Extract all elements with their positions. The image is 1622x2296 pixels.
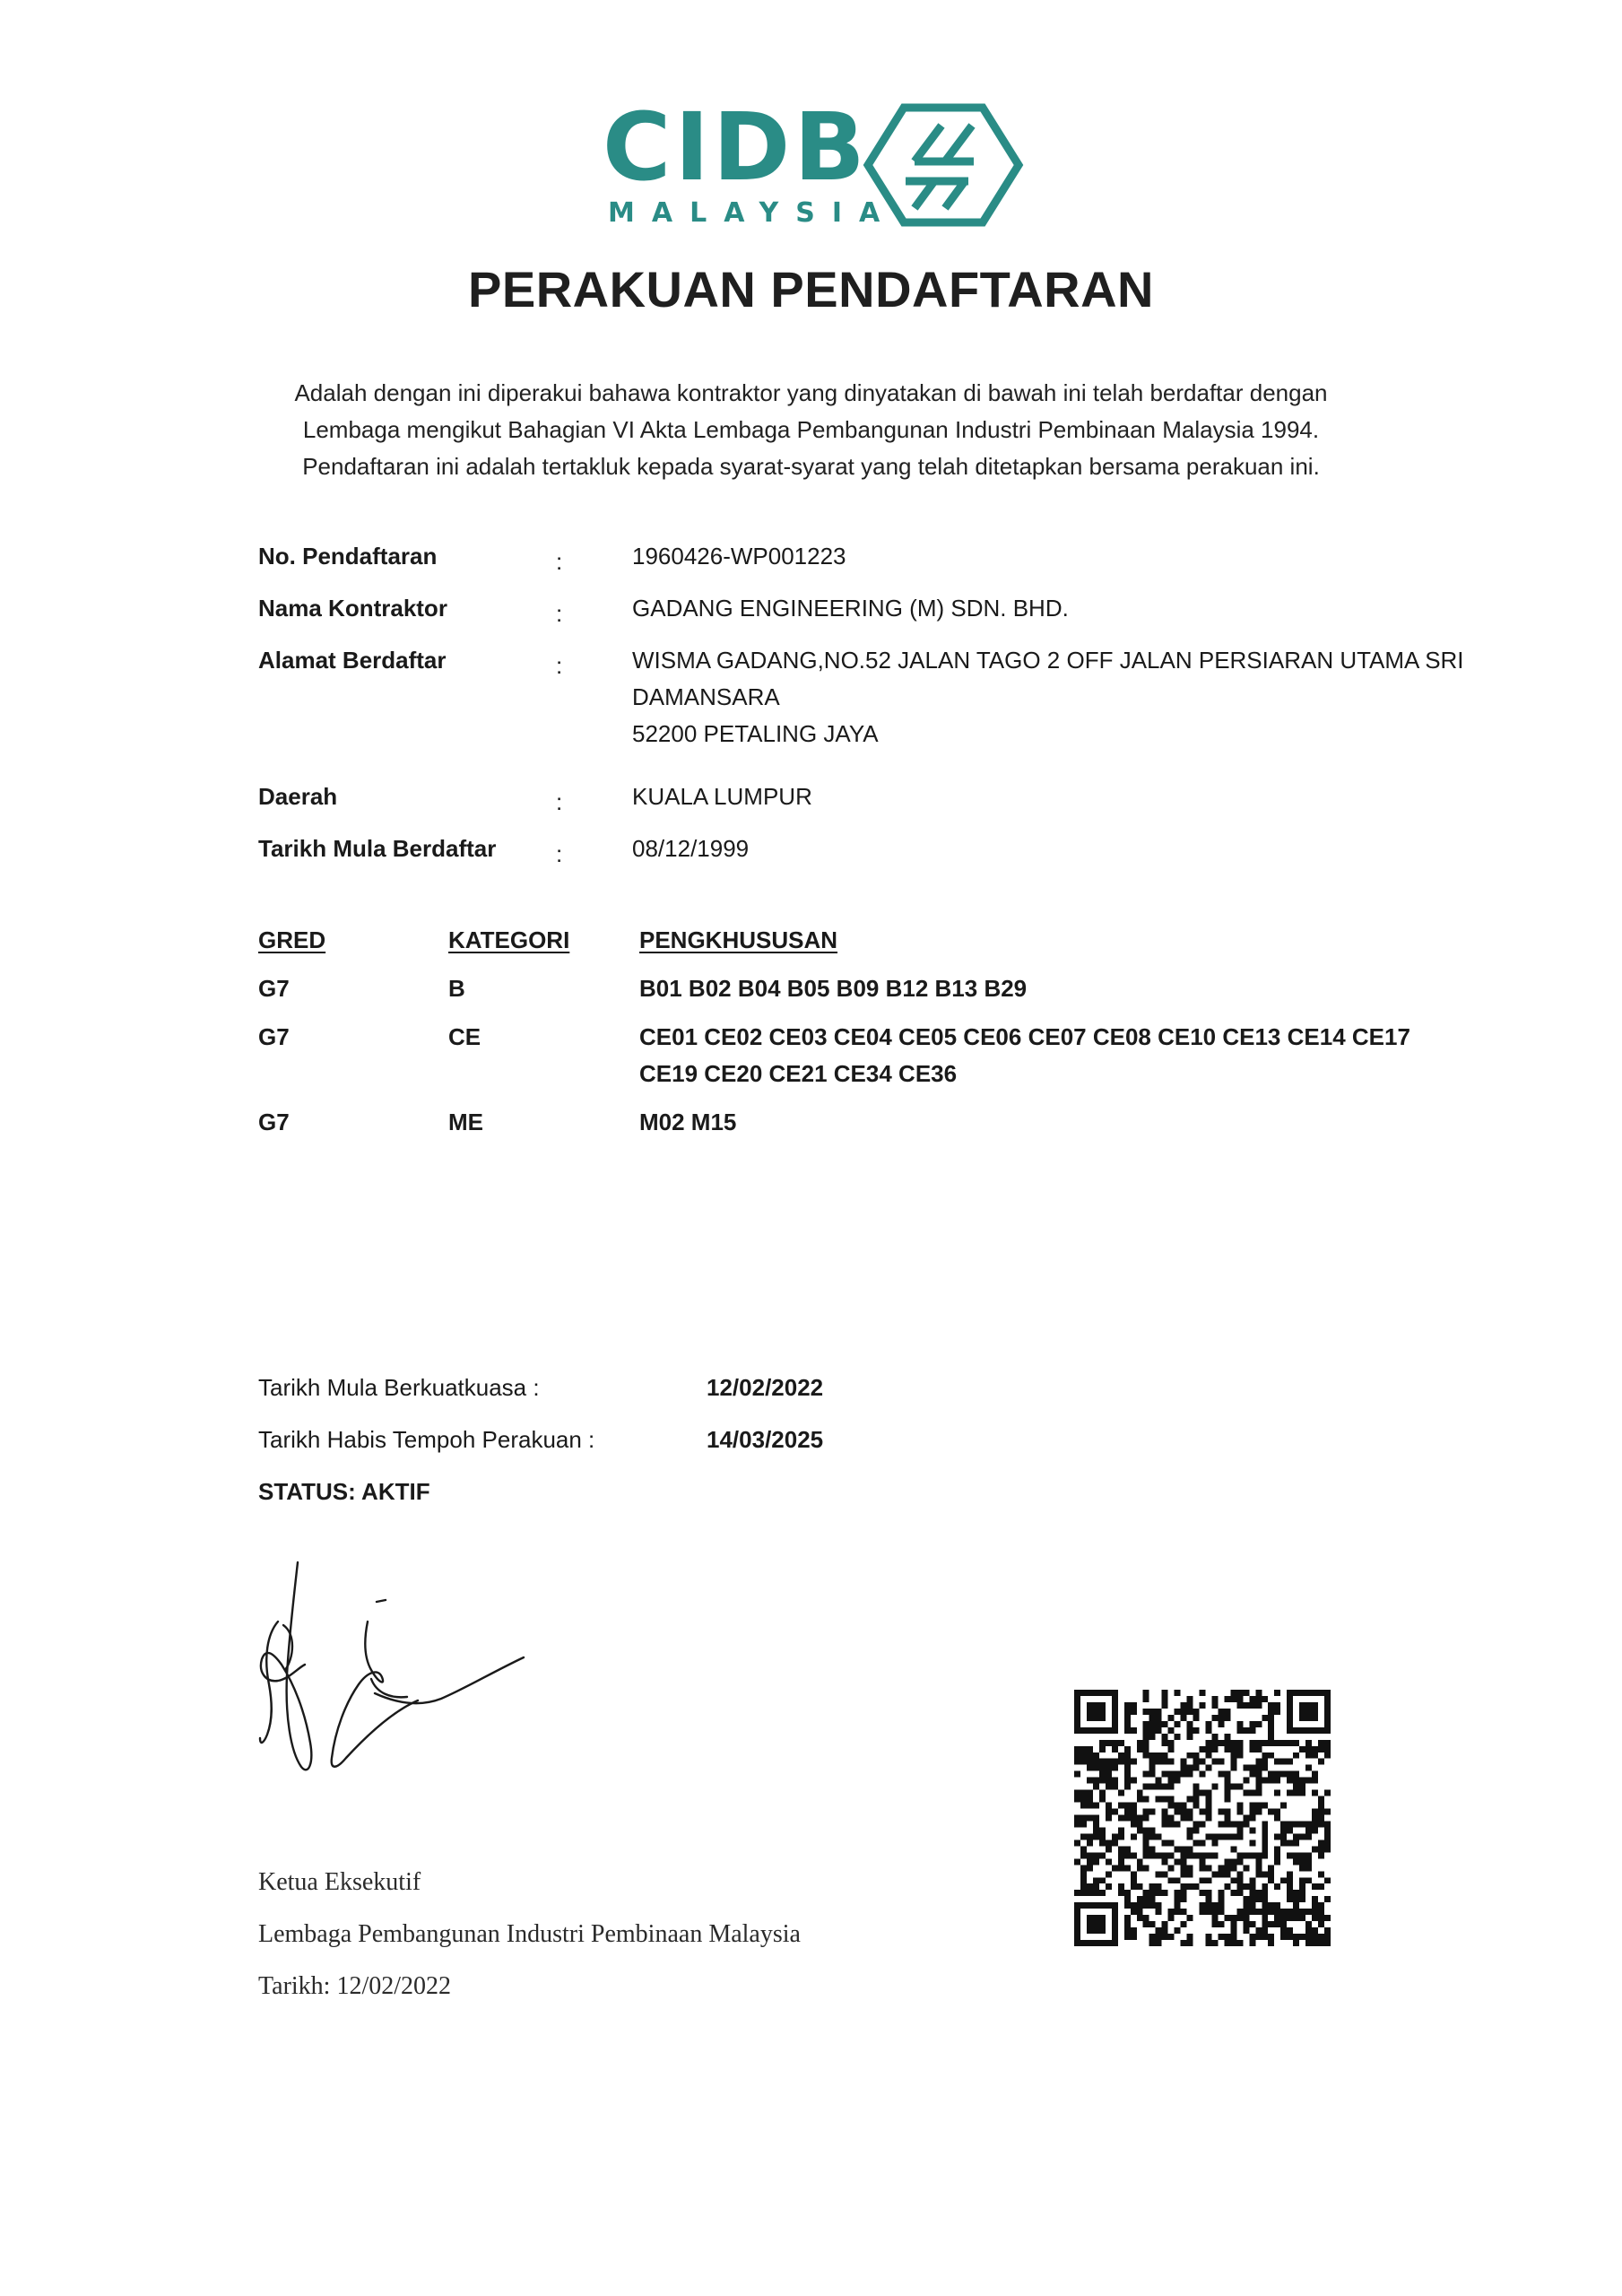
grade-row (258, 1019, 1558, 1104)
value-alamat-line: DAMANSARA (632, 683, 780, 710)
value-daerah: KUALA LUMPUR (632, 783, 812, 810)
colon: : (556, 840, 563, 867)
grade-row (258, 970, 1558, 1019)
signer-block (258, 1857, 801, 2013)
status-badge: STATUS: AKTIF (258, 1478, 430, 1505)
value-tarikh-mula: 08/12/1999 (632, 835, 750, 862)
cell-gred: G7 (258, 1023, 290, 1050)
logo-subtitle: MALAYSIA (608, 197, 898, 229)
cell-kategori: ME (448, 1109, 483, 1135)
logo-wordmark: CIDB (603, 92, 869, 202)
cell-gred: G7 (258, 975, 290, 1002)
signer-organisation: Lembaga Pembangunan Industri Pembinaan Malaysia (258, 1920, 801, 1948)
label-alamat: Alamat Berdaftar (258, 647, 447, 674)
intro-line: Pendaftaran ini adalah tertakluk kepada syarat-syarat yang telah ditetapkan bersama perakuan ini. (302, 453, 1320, 480)
registration-info (258, 538, 1558, 883)
label-daerah: Daerah (258, 783, 338, 810)
signer-date: Tarikh: 12/02/2022 (258, 1972, 452, 2000)
value-habis-tempoh: 14/03/2025 (707, 1426, 824, 1453)
value-alamat-line: WISMA GADANG,NO.52 JALAN TAGO 2 OFF JALAN PERSIARAN UTAMA SRI (632, 647, 1464, 674)
label-habis-tempoh: Tarikh Habis Tempoh Perakuan : (258, 1426, 595, 1453)
cidb-emblem-icon (863, 102, 1024, 228)
info-row-daerah (258, 778, 1558, 831)
colon: : (556, 600, 563, 627)
cell-pengkhususan: CE01 CE02 CE03 CE04 CE05 CE06 CE07 CE08 CE10 CE13 CE14 CE17 (639, 1023, 1410, 1050)
handwritten-signature (242, 1559, 538, 1801)
label-no-pendaftaran: No. Pendaftaran (258, 543, 438, 570)
colon: : (556, 652, 563, 679)
value-no-pendaftaran: 1960426-WP001223 (632, 543, 846, 570)
document-title: PERAKUAN PENDAFTARAN (468, 261, 1154, 317)
header-pengkhususan: PENGKHUSUSAN (639, 926, 838, 953)
info-row-no-pendaftaran (258, 538, 1558, 590)
value-nama-kontraktor: GADANG ENGINEERING (M) SDN. BHD. (632, 595, 1069, 622)
validity-section (258, 1370, 824, 1510)
qr-code (1074, 1690, 1331, 1946)
intro-line: Lembaga mengikut Bahagian VI Akta Lembaga Pembangunan Industri Pembinaan Malaysia 1994. (302, 416, 1320, 443)
grade-table-header (258, 922, 1558, 970)
cell-gred: G7 (258, 1109, 290, 1135)
cidb-logo (603, 92, 1033, 235)
cell-pengkhususan: B01 B02 B04 B05 B09 B12 B13 B29 (639, 975, 1028, 1002)
value-alamat-line: 52200 PETALING JAYA (632, 720, 879, 747)
label-tarikh-mula: Tarikh Mula Berdaftar (258, 835, 497, 862)
signer-position: Ketua Eksekutif (258, 1868, 421, 1896)
info-row-alamat (258, 642, 1558, 778)
validity-row-berkuatkuasa (258, 1370, 824, 1422)
grade-table (258, 922, 1558, 1152)
header-kategori: KATEGORI (448, 926, 570, 953)
cell-kategori: CE (448, 1023, 481, 1050)
cell-pengkhususan: CE19 CE20 CE21 CE34 CE36 (639, 1060, 958, 1087)
value-berkuatkuasa: 12/02/2022 (707, 1374, 824, 1401)
cell-pengkhususan: M02 M15 (639, 1109, 737, 1135)
intro-paragraph (0, 375, 1622, 485)
cell-kategori: B (448, 975, 465, 1002)
intro-line: Adalah dengan ini diperakui bahawa kontraktor yang dinyatakan di bawah ini telah berdaftar dengan (294, 379, 1328, 406)
label-berkuatkuasa: Tarikh Mula Berkuatkuasa : (258, 1374, 540, 1401)
header-gred: GRED (258, 926, 326, 953)
info-row-tarikh-mula (258, 831, 1558, 883)
label-nama-kontraktor: Nama Kontraktor (258, 595, 447, 622)
colon: : (556, 548, 563, 575)
grade-row (258, 1104, 1558, 1152)
validity-row-habis (258, 1422, 824, 1474)
colon: : (556, 788, 563, 815)
info-row-nama-kontraktor (258, 590, 1558, 642)
